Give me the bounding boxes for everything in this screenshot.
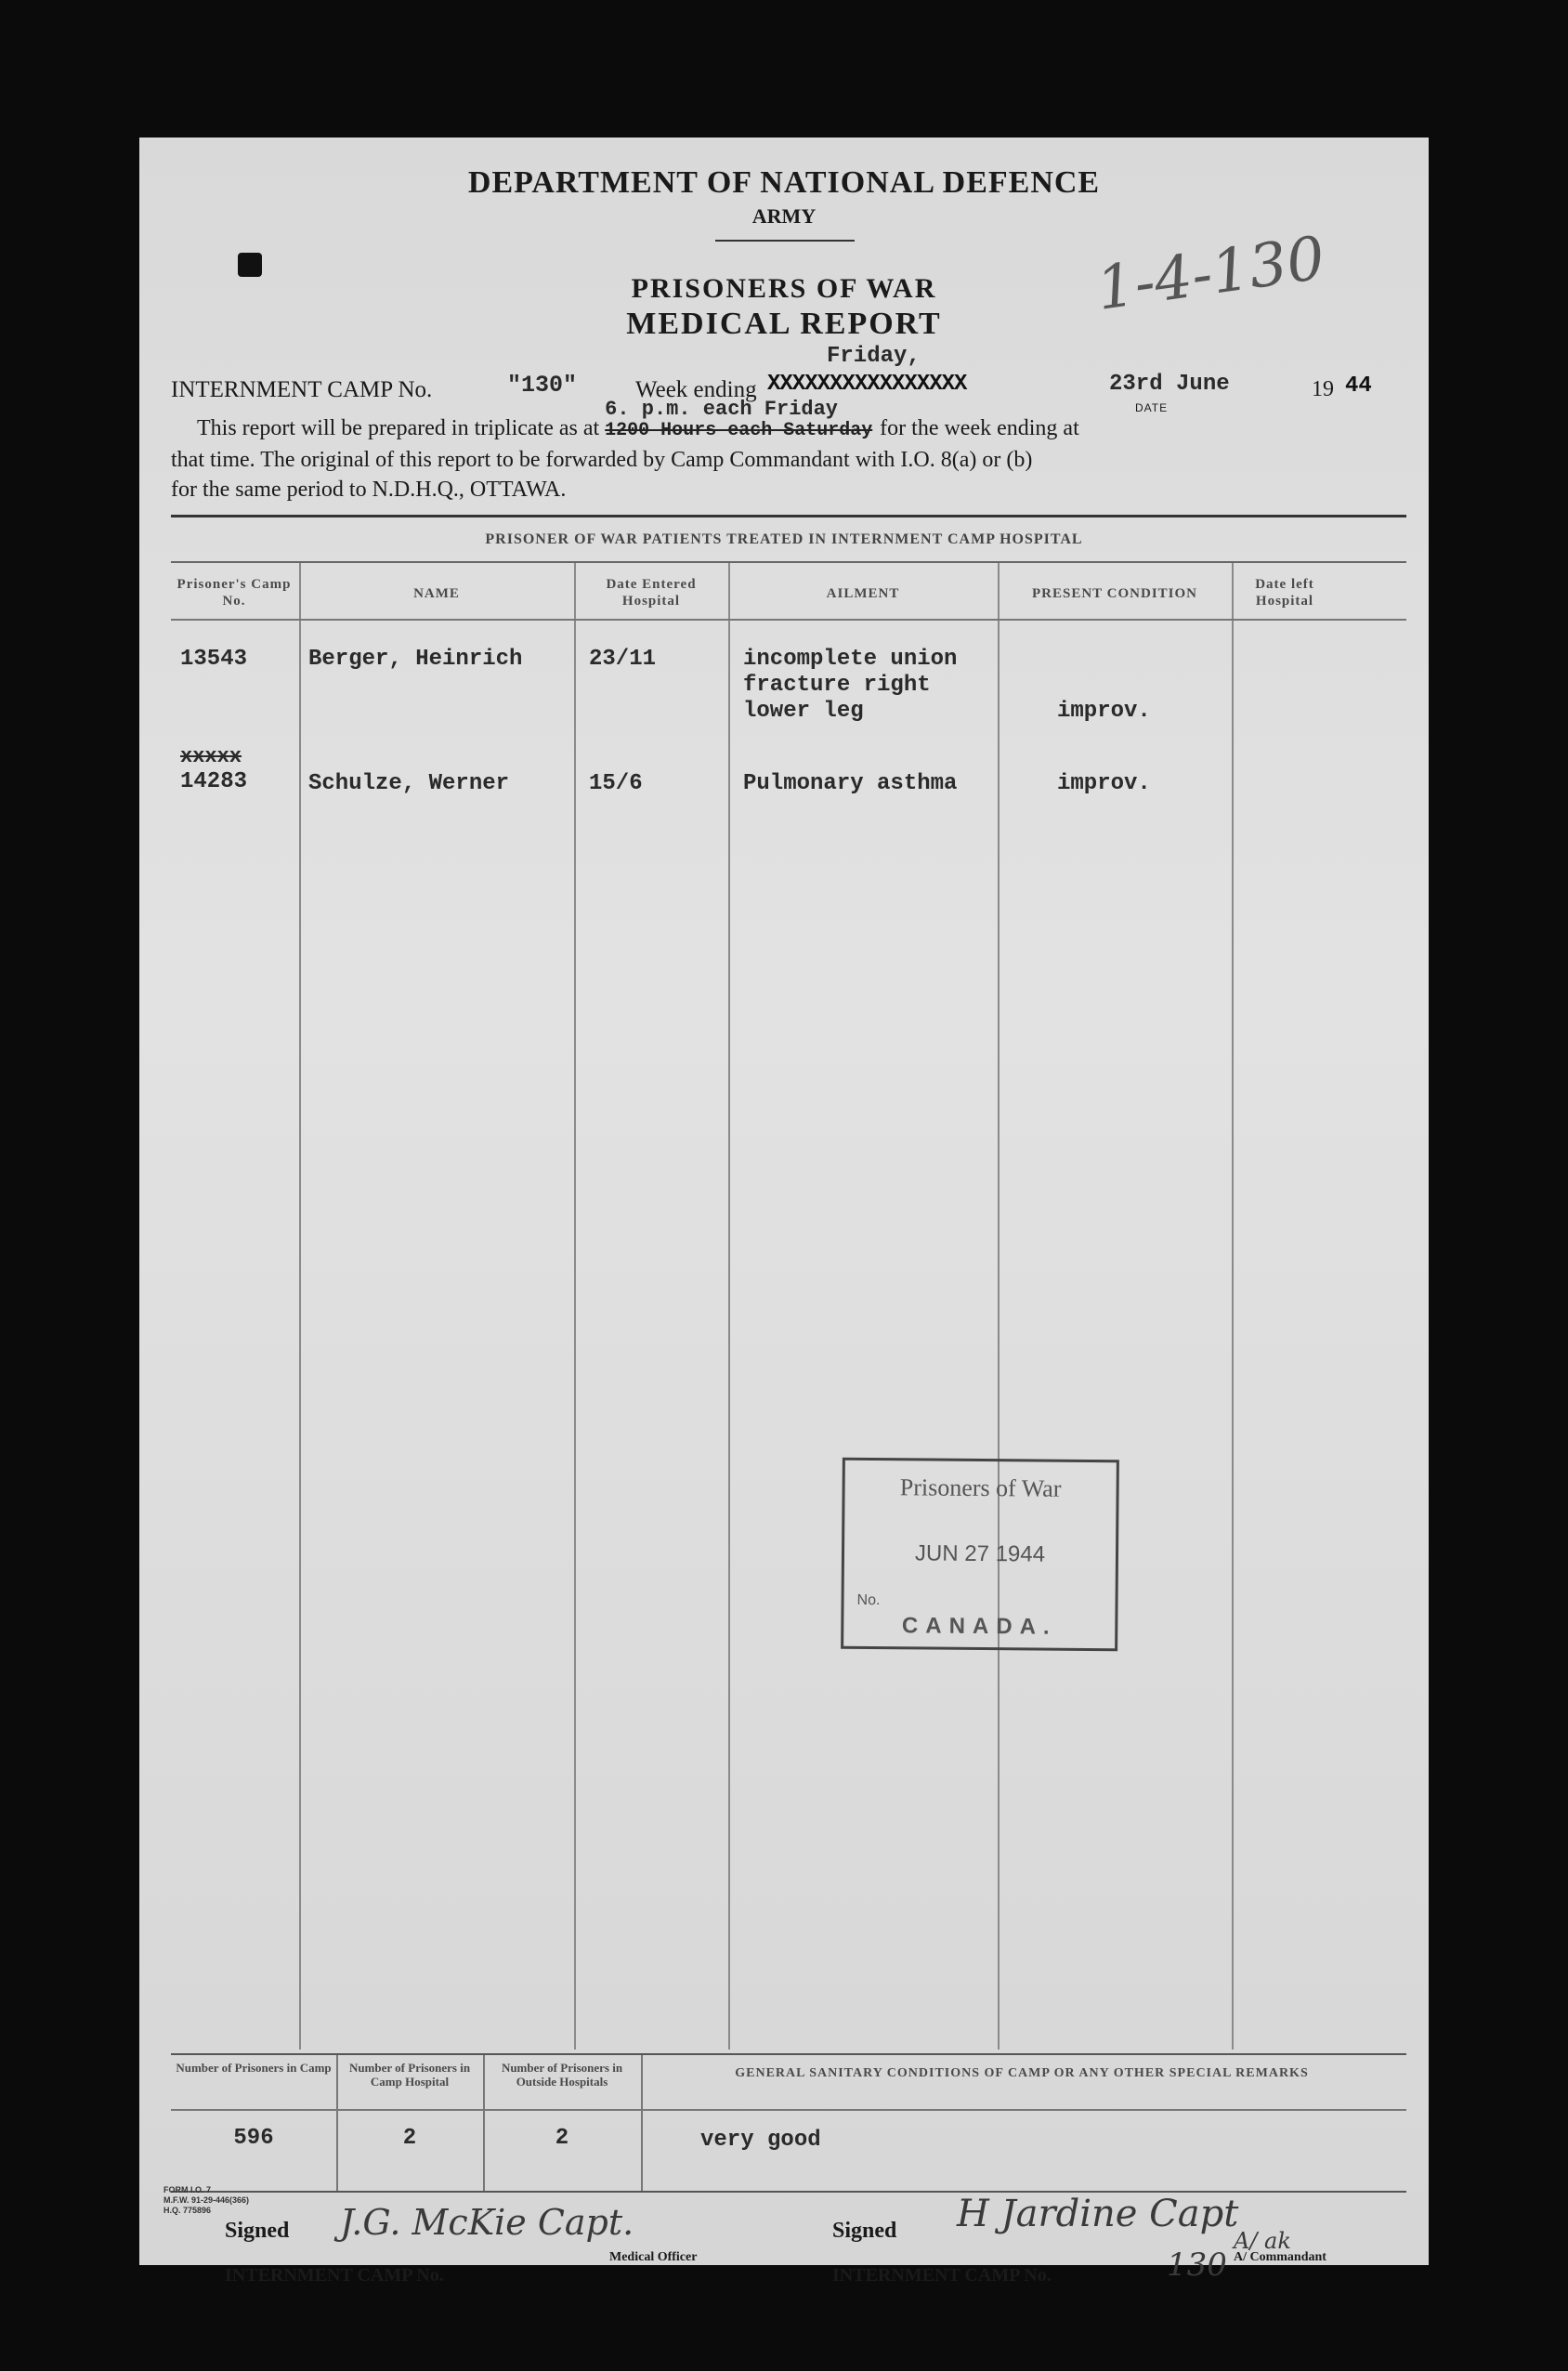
column-divider-3: [728, 563, 730, 2050]
inserted-time: 6. p.m. each Friday: [605, 398, 839, 421]
row1-camp-no: 13543: [180, 647, 248, 672]
week-ending-label: Week ending: [635, 377, 757, 402]
summary-header-rule: [171, 2109, 1406, 2111]
struck-day-text: XXXXXXXXXXXXXXXX: [767, 372, 967, 397]
medical-officer-caption: Medical Officer: [609, 2250, 698, 2264]
instruction-time-edit: [605, 398, 874, 441]
received-stamp: [841, 1458, 1119, 1652]
stamp-title: Prisoners of War: [899, 1474, 1062, 1502]
table-section-title: PRISONER OF WAR PATIENTS TREATED IN INTERNMENT CAMP HOSPITAL: [485, 531, 1083, 547]
stamp-date: JUN 27 1944: [914, 1540, 1046, 1567]
stamp-no-label: No.: [856, 1592, 881, 1609]
medical-officer-signature: J.G. McKie Capt.: [340, 2202, 634, 2243]
summary-header-remarks: GENERAL SANITARY CONDITIONS OF CAMP OR ANY OTHER SPECIAL REMARKS: [735, 2066, 1309, 2080]
table-top-rule: [171, 561, 1406, 563]
row2-camp-no: 14283: [180, 769, 248, 794]
row2-date-entered: 15/6: [589, 771, 643, 796]
col-header-condition: PRESENT CONDITION: [1031, 586, 1197, 601]
title-line1: PRISONERS OF WAR: [631, 273, 937, 304]
header-rule: [715, 240, 855, 242]
col-header-camp-no: Prisoner's Camp No.: [176, 577, 292, 609]
summary-header-outside-hospitals: Number of Prisoners in Outside Hospitals: [501, 2061, 623, 2089]
row1-ailment-line1: incomplete union: [743, 647, 958, 672]
instruction-line1: [197, 398, 1079, 441]
instruction-line1-pre: This report will be prepared in triplicate as at: [197, 416, 600, 440]
col-header-name: NAME: [413, 586, 460, 601]
row2-camp-no-struck: xxxxx: [180, 745, 242, 768]
form-footer-line: H.Q. 775896: [163, 2206, 212, 2215]
summary-divider-3: [641, 2055, 643, 2191]
stamp-country: CANADA.: [901, 1613, 1057, 1640]
summary-value-camp-hospital: 2: [402, 2126, 417, 2151]
department-title: DEPARTMENT OF NATIONAL DEFENCE: [467, 165, 1101, 200]
date-caption: DATE: [1135, 401, 1169, 414]
camp-number: "130": [507, 372, 578, 399]
row2-ailment: Pulmonary asthma: [743, 771, 958, 796]
row1-ailment-line2: fracture right: [743, 673, 931, 698]
commandant-signature-annotation: A/ ak: [1234, 2228, 1291, 2254]
file-reference-handwritten: 1-4-130: [1092, 224, 1329, 324]
commandant-caption: A/ Commandant: [1234, 2250, 1326, 2264]
col-header-date-left: Date left Hospital: [1255, 577, 1314, 609]
medical-signed-label: Signed: [225, 2219, 290, 2243]
camp-no-label-right: INTERNMENT CAMP No.: [832, 2265, 1052, 2286]
army-subtitle: ARMY: [751, 204, 817, 228]
row2-name: Schulze, Werner: [308, 771, 510, 796]
summary-value-remarks: very good: [700, 2128, 821, 2153]
row1-date-entered: 23/11: [589, 647, 657, 672]
row2-condition: improv.: [1057, 771, 1151, 796]
year-prefix: 19: [1312, 377, 1334, 401]
instruction-line2: that time. The original of this report to be forwarded by Camp Commandant with I.O. 8(a) or (b): [171, 448, 1033, 472]
column-divider-5: [1232, 563, 1234, 2050]
report-form: [139, 138, 1429, 2286]
struck-time: 1200 Hours each Saturday: [605, 420, 873, 441]
week-date: 23rd June: [1109, 372, 1230, 397]
instruction-line1-post: for the week ending at: [880, 416, 1079, 440]
form-footer-line: FORM I.O. 7: [163, 2185, 212, 2194]
row1-name: Berger, Heinrich: [308, 647, 523, 672]
summary-header-in-camp: Number of Prisoners in Camp: [176, 2061, 332, 2075]
commandant-signed-label: Signed: [832, 2219, 897, 2243]
camp-no-value-right: 130: [1167, 2247, 1227, 2284]
column-divider-1: [299, 563, 301, 2050]
row1-condition: improv.: [1057, 699, 1151, 724]
camp-label: INTERNMENT CAMP No.: [171, 377, 433, 402]
form-number-block: [163, 2185, 249, 2216]
commandant-signature: H Jardine Capt: [957, 2193, 1239, 2235]
year-suffix: 44: [1345, 373, 1372, 399]
summary-top-rule: [171, 2053, 1406, 2055]
title-line2: MEDICAL REPORT: [626, 307, 942, 341]
col-header-date-entered: Date Entered Hospital: [606, 577, 697, 609]
row1-ailment-line3: lower leg: [743, 699, 864, 724]
camp-no-label-left: INTERNMENT CAMP No.: [225, 2265, 444, 2286]
form-footer-line: M.F.W. 91-29-446(366): [163, 2195, 250, 2205]
instruction-line3: for the same period to N.D.H.Q., OTTAWA.: [171, 478, 567, 502]
summary-header-camp-hospital: Number of Prisoners in Camp Hospital: [348, 2061, 471, 2089]
column-divider-2: [574, 563, 576, 2050]
column-divider-4: [998, 563, 1000, 2050]
summary-value-outside-hospitals: 2: [555, 2126, 569, 2151]
summary-value-in-camp: 596: [233, 2126, 274, 2151]
header-bottom-rule: [171, 619, 1406, 621]
week-day: Friday,: [827, 344, 921, 369]
instructions-rule: [171, 515, 1406, 517]
col-header-ailment: AILMENT: [826, 586, 900, 601]
